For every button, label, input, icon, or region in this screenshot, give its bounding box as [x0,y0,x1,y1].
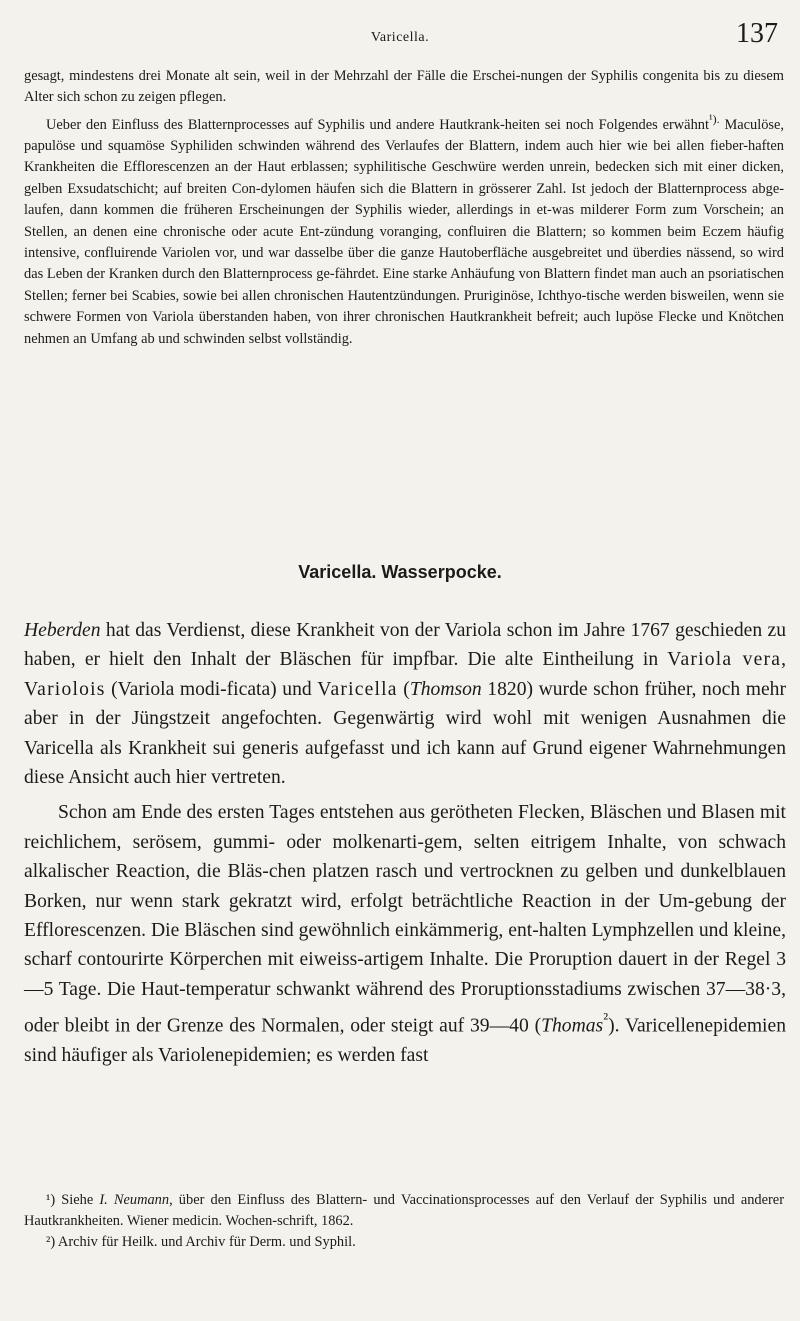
footnote-ref-1: ¹). [708,111,720,126]
intro-paragraph-1: gesagt, mindestens drei Monate alt sein, weil in der Mehrzahl der Fälle die Erschei-nungen der Syphilis congenita bis zu diesem Alter sich schon zu zeigen pflegen. [24,68,784,106]
section-heading: Varicella. Wasserpocke. [298,562,502,582]
section-paragraph-1 [24,616,786,792]
section-paragraph-2 [24,798,786,1070]
section-p1-text-a: hat das Verdienst, diese Krankheit von der Variola schon im Jahre 1767 geschieden zu haben, er hielt den Inhalt der Bläschen für impfbar. Die alte Eintheilung in [24,620,786,671]
intro-paragraph-2-text-a: Ueber den Einfluss des Blatternprocesses auf Syphilis und andere Hautkrank-heiten sei noch Folgendes erwähnt [46,116,709,133]
footnote-1-author: I. Neumann [99,1192,170,1208]
section-p1-text-c: (Variola modi-ficata) und [105,678,318,700]
intro-text-block [24,66,784,350]
term-variola-vera: Variola vera [667,649,782,671]
running-title: Varicella. [370,30,430,45]
term-varicella: Varicella [317,678,398,700]
footnote-2-mark: ²) [46,1234,58,1250]
section-p1-text-b: , [781,649,787,671]
term-variolois: Variolois [24,678,106,700]
section-p2-text-a: Schon am Ende des ersten Tages entstehen aus gerötheten Flecken, Bläschen und Blasen mit reichlichem, serösem, gummi- oder molkenarti-gem, selten eitrigem Inhalte, von schwach alkalischer Reaction, die Bläs-chen platzen rasch und vertrocknen zu gelben und dunkelblauen Borken, nur wenn stark gekratzt wird, erfolgt beträchtliche Reaction in der Um-gebung der Efflorescenzen. Die Bläschen sind gewöhnlich einkämmerig, ent-halten Lymphzellen und kleine, scharf contourirte Körperchen mit eiweiss-artigem Inhalte. Die Proruption dauert in der Regel 3—5 Tage. Die Haut-temperatur schwankt während des Proruptionsstadiums zwischen 37—38·3, oder bleibt in der Grenze des Normalen, oder steigt auf 39—40 ( [24,802,786,1037]
author-thomson: Thomson [409,678,482,700]
footnote-1 [24,1190,784,1232]
intro-paragraph-2 [24,109,784,350]
page-number: 137 [736,18,778,49]
running-head [0,18,800,58]
intro-paragraph-2-text-b: Maculöse, papulöse und squamöse Syphiliden schwinden während des Verlaufes der Blattern, indem auch hier wie bei allen fieber-haften Krankheiten die Efflorescenzen an der Haut erblassen; syphilitische Geschwüre werden unrein, bedecken sich mit einer dicken, gelben Exsudatschicht; auf breiten Con-dylomen häufen sich die Blattern in grösserer Zahl. Ist jedoch der Blatternprocess abge-laufen, dann kommen die früheren Erscheinungen der Syphilis wieder, allerdings in et-was milderer Form zum Vorschein; an Stellen, an denen eine chronische oder acute Ent-zündung voranging, confluiren die Blattern; so kommen beim Eczem häufig intensive, confluirende Variolen vor, und war dasselbe über die ganze Hautoberfläche ausgebreitet und überdies nässend, so wird das Leben der Kranken durch den Blatternprocess ge-fährdet. Eine starke Anhäufung von Blattern findet man auch an psoriatischen Stellen; ferner bei Scabies, sowie bei allen chronischen Hautentzündungen. Pruriginöse, Ichthyo-tische werden bisweilen, wenn sie schwere Formen von Variola überstanden haben, von ihrer chronischen Hautkrankheit befreit; auch lupöse Flecke und Knötchen nehmen an Umfang ab und schwinden selbst vollständig. [24,116,784,347]
footnote-2 [24,1232,784,1253]
section-p1-text-e: 1820) wurde schon früher, noch mehr aber in der Jüngstzeit angefochten. Gegenwärtig wird wohl mit wenigen Ausnahmen die Varicella als Krankheit sui generis aufgefasst und ich kann auf Grund eigener Wahrnehmungen diese Ansicht auch hier vertreten. [24,678,786,789]
footnote-1-text: , über den Einfluss des Blattern- und Vaccinationsprocesses auf den Verlauf der Syphilis und anderer Hautkrankheiten. Wiener medicin. Wochen-schrift, 1862. [24,1192,784,1229]
footnote-2-text: Archiv für Heilk. und Archiv für Derm. und Syphil. [57,1234,356,1250]
footnote-ref-2: ² [603,1009,609,1029]
section-p1-text-d: ( [397,678,410,700]
author-thomas: Thomas [541,1015,604,1037]
footnotes [24,1190,784,1253]
section-p2-text-b: ). Varicellenepidemien sind häufiger als Variolenepidemien; es werden fast [24,1015,786,1067]
footnote-1-mark: ¹) Siehe [46,1192,100,1208]
author-heberden: Heberden [24,620,101,641]
section-text-block [24,616,786,1071]
